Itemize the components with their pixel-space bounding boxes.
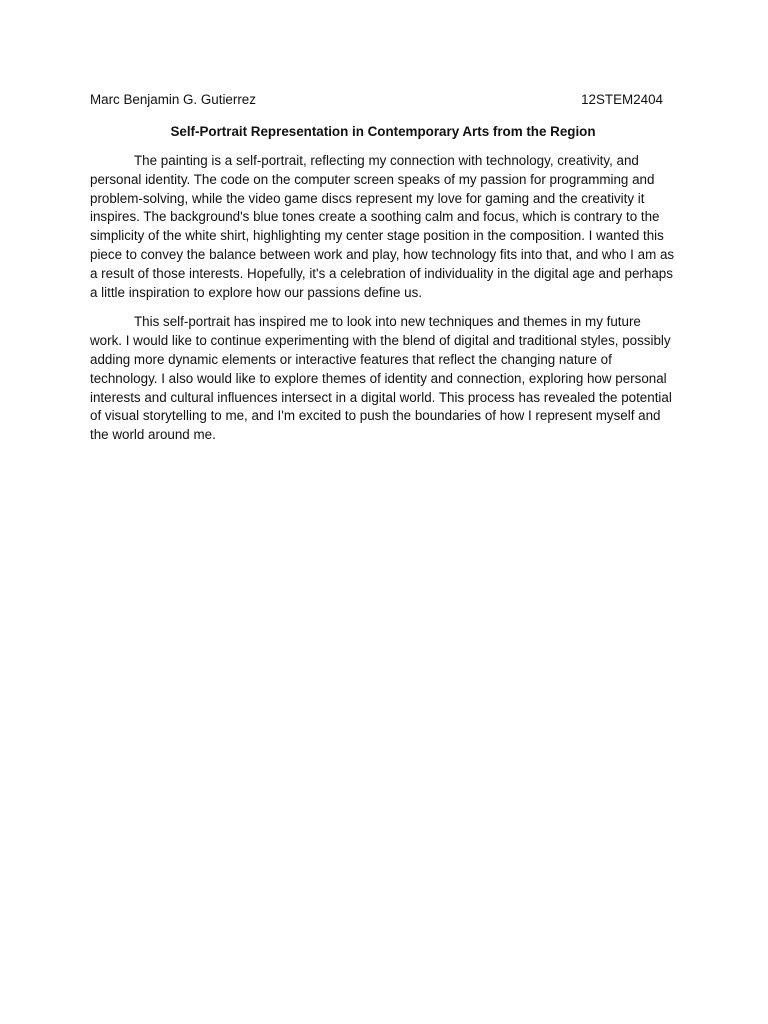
document-header [90, 90, 676, 110]
paragraph-2: This self-portrait has inspired me to look into new techniques and themes in my future work. I would like to continue experimenting with the blend of digital and traditional styles, possibly adding more dynamic elements or interactive features that reflect the changing nature of technology. I also would like to explore themes of identity and connection, exploring how personal interests and cultural influences intersect in a digital world. This process has revealed the potential of visual storytelling to me, and I'm excited to push the boundaries of how I represent myself and the world around me. [90, 314, 672, 443]
author-name: Marc Benjamin G. Gutierrez [90, 92, 256, 107]
paragraph-1: The painting is a self-portrait, reflecting my connection with technology, creativity, and personal identity. The code on the computer screen speaks of my passion for programming and problem-solving, while the video game discs represent my love for gaming and the creativity it inspires. The background's blue tones create a soothing calm and focus, which is contrary to the simplicity of the white shirt, highlighting my center stage position in the composition. I wanted this piece to convey the balance between work and play, how technology fits into that, and who I am as a result of those interests. Hopefully, it's a celebration of individuality in the digital age and perhaps a little inspiration to explore how our passions define us. [90, 153, 675, 300]
document-title: Self-Portrait Representation in Contemporary Arts from the Region [170, 124, 596, 139]
document-content [90, 90, 676, 456]
section-code: 12STEM2404 [581, 92, 663, 107]
